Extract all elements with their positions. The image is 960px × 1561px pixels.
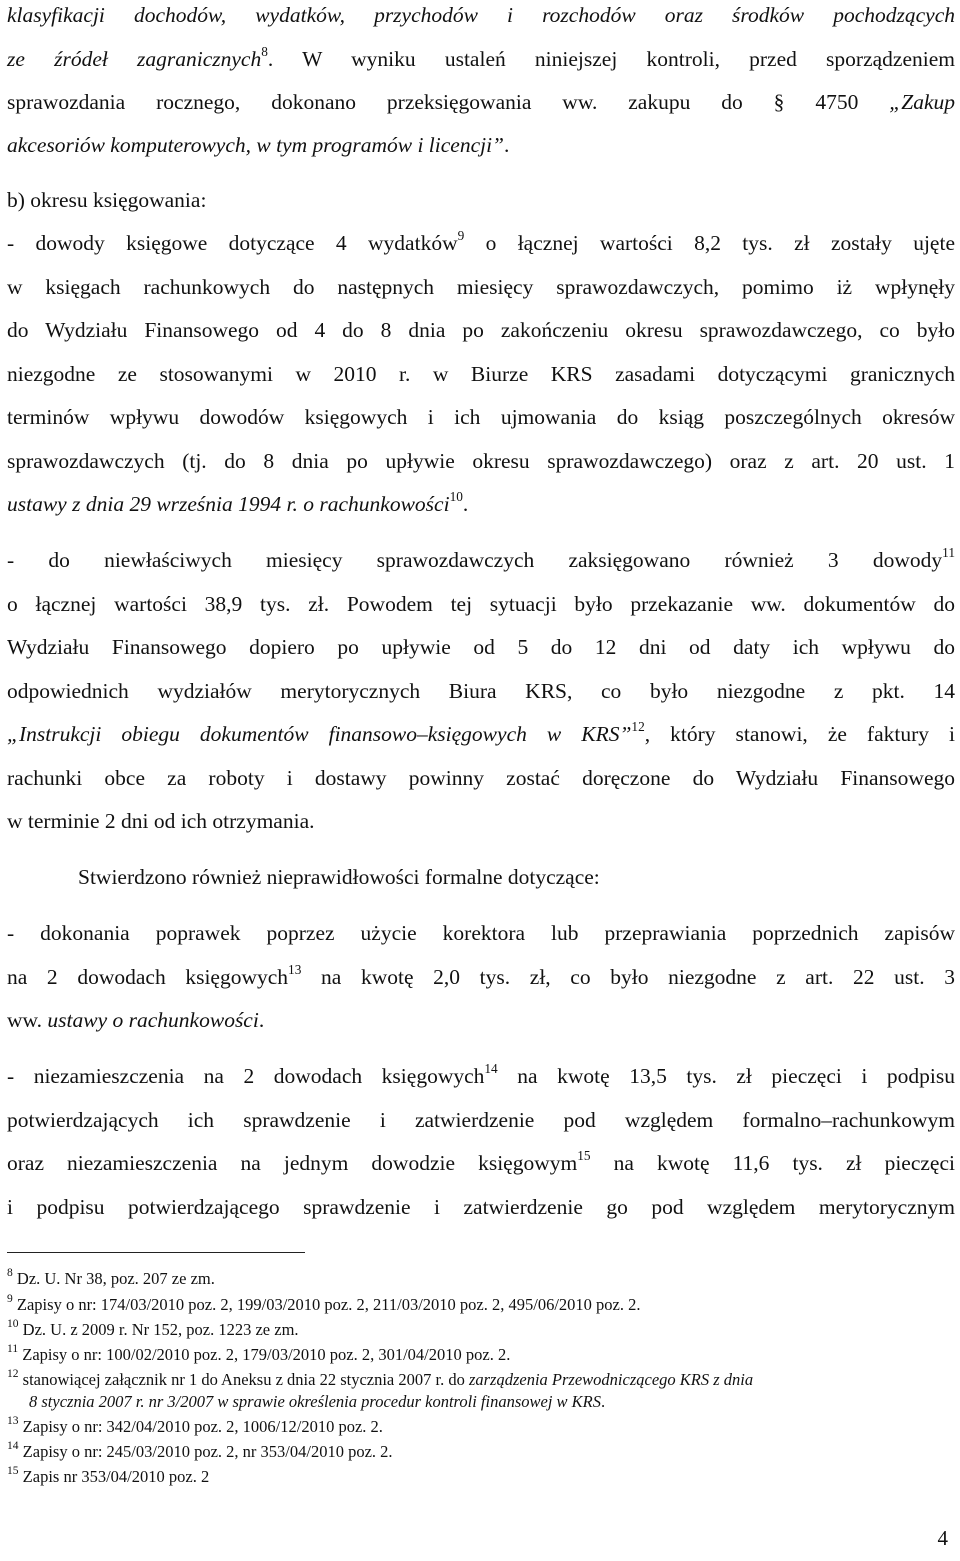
footnote-ref[interactable]: 15 (577, 1147, 591, 1163)
footnote-12: $^{12}$ stanowiącej załącznik nr 1 do Aneksu z dnia 22 stycznia 2007 r. do zarządzenia Przewodniczącego KRS z dnia (7, 1367, 754, 1389)
footnote-separator (7, 1252, 305, 1253)
text-line: oraz niezamieszczenia na jednym dowodzie księgowym$^{15}$ na kwotę 11,6 tys. zł pieczęci (7, 1147, 955, 1175)
text-line: w księgach rachunkowych do następnych miesięcy sprawozdawczych, pomimo iż wpłynęły (7, 275, 955, 299)
text-line: potwierdzających ich sprawdzenie i zatwierdzenie pod względem formalno–rachunkowym (7, 1108, 955, 1132)
footnote-ref[interactable]: 10 (449, 488, 463, 504)
footnote-9: $^9$ Zapisy o nr: 174/03/2010 poz. 2, 199/03/2010 poz. 2, 211/03/2010 poz. 2, 495/06/2010 poz. 2. (7, 1292, 641, 1314)
text-line: odpowiednich wydziałów merytorycznych Biura KRS, co było niezgodne z pkt. 14 (7, 679, 955, 703)
text-line: Wydziału Finansowego dopiero po upływie od 5 do 12 dni od daty ich wpływu do (7, 635, 955, 659)
text-line: sprawozdania rocznego, dokonano przeksięgowania ww. zakupu do § 4750 „Zakup (7, 90, 955, 114)
footnote-ref[interactable]: 8 (261, 43, 268, 59)
text-line: na 2 dowodach księgowych$^{13}$ na kwotę 2,0 tys. zł, co było niezgodne z art. 22 ust. 3 (7, 961, 955, 989)
page-number: 4 (937, 1526, 948, 1550)
text-line: „Instrukcji obiegu dokumentów finansowo–księgowych w KRS”$^{12}$, który stanowi, że faktury i (7, 718, 955, 746)
text-line: klasyfikacji dochodów, wydatków, przychodów i rozchodów oraz środków pochodzących (7, 3, 955, 27)
footnote-ref[interactable]: 11 (942, 544, 955, 560)
footnote-14: $^{14}$ Zapisy o nr: 245/03/2010 poz. 2, nr 353/04/2010 poz. 2. (7, 1439, 393, 1461)
text-line: terminów wpływu dowodów księgowych i ich ujmowania do ksiąg poszczególnych okresów (7, 405, 955, 429)
text-line: ustawy z dnia 29 września 1994 r. o rachunkowości$^{10}$. (7, 488, 469, 516)
text-line: ze źródeł zagranicznych$^8$. W wyniku ustaleń niniejszej kontroli, przed sporządzeniem (7, 43, 955, 71)
footnote-15: $^{15}$ Zapis nr 353/04/2010 poz. 2 (7, 1464, 210, 1486)
text-line: do Wydziału Finansowego od 4 do 8 dnia po zakończeniu okresu sprawozdawczego, co było (7, 318, 955, 342)
text-line: i podpisu potwierdzającego sprawdzenie i zatwierdzenie go pod względem merytorycznym (7, 1195, 955, 1219)
text-line: - do niewłaściwych miesięcy sprawozdawczych zaksięgowano również 3 dowody$^{11}$ (7, 544, 955, 572)
section-heading: b) okresu księgowania: (7, 188, 207, 212)
text-line: w terminie 2 dni od ich otrzymania. (7, 809, 315, 833)
footnote-ref[interactable]: 9 (457, 227, 465, 243)
footnote-ref[interactable]: 13 (288, 961, 302, 977)
text-line: - dowody księgowe dotyczące 4 wydatków$^9$ o łącznej wartości 8,2 tys. zł zostały ujęte (7, 227, 955, 255)
footnote-ref[interactable]: 12 (631, 718, 645, 734)
footnote-13: $^{13}$ Zapisy o nr: 342/04/2010 poz. 2, 1006/12/2010 poz. 2. (7, 1414, 383, 1436)
footnote-11: $^{11}$ Zapisy o nr: 100/02/2010 poz. 2, 179/03/2010 poz. 2, 301/04/2010 poz. 2. (7, 1342, 511, 1364)
footnote-10: $^{10}$ Dz. U. z 2009 r. Nr 152, poz. 1223 ze zm. (7, 1317, 299, 1339)
text-line: Stwierdzono również nieprawidłowości formalne dotyczące: (78, 865, 600, 889)
footnote-ref[interactable]: 14 (484, 1060, 498, 1076)
text-line: o łącznej wartości 38,9 tys. zł. Powodem tej sytuacji było przekazanie ww. dokumentów do (7, 592, 955, 616)
text-line: - dokonania poprawek poprzez użycie korektora lub przeprawiania poprzednich zapisów (7, 921, 955, 945)
text-line: ww. ustawy o rachunkowości. (7, 1008, 265, 1032)
text-line: akcesoriów komputerowych, w tym programów i licencji”. (7, 133, 510, 157)
text-line: niezgodne ze stosowanymi w 2010 r. w Biurze KRS zasadami dotyczącymi granicznych (7, 362, 955, 386)
text-line: sprawozdawczych (tj. do 8 dnia po upływie okresu sprawozdawczego) oraz z art. 20 ust. 1 (7, 449, 955, 473)
footnote-8: $^8$ Dz. U. Nr 38, poz. 207 ze zm. (7, 1266, 215, 1288)
text-line: rachunki obce za roboty i dostawy powinny zostać doręczone do Wydziału Finansowego (7, 766, 955, 790)
text-line: - niezamieszczenia na 2 dowodach księgowych$^{14}$ na kwotę 13,5 tys. zł pieczęci i podpisu (7, 1060, 955, 1088)
footnote-12-continued: 8 stycznia 2007 r. nr 3/2007 w sprawie określenia procedur kontroli finansowej w KRS. (29, 1392, 606, 1411)
